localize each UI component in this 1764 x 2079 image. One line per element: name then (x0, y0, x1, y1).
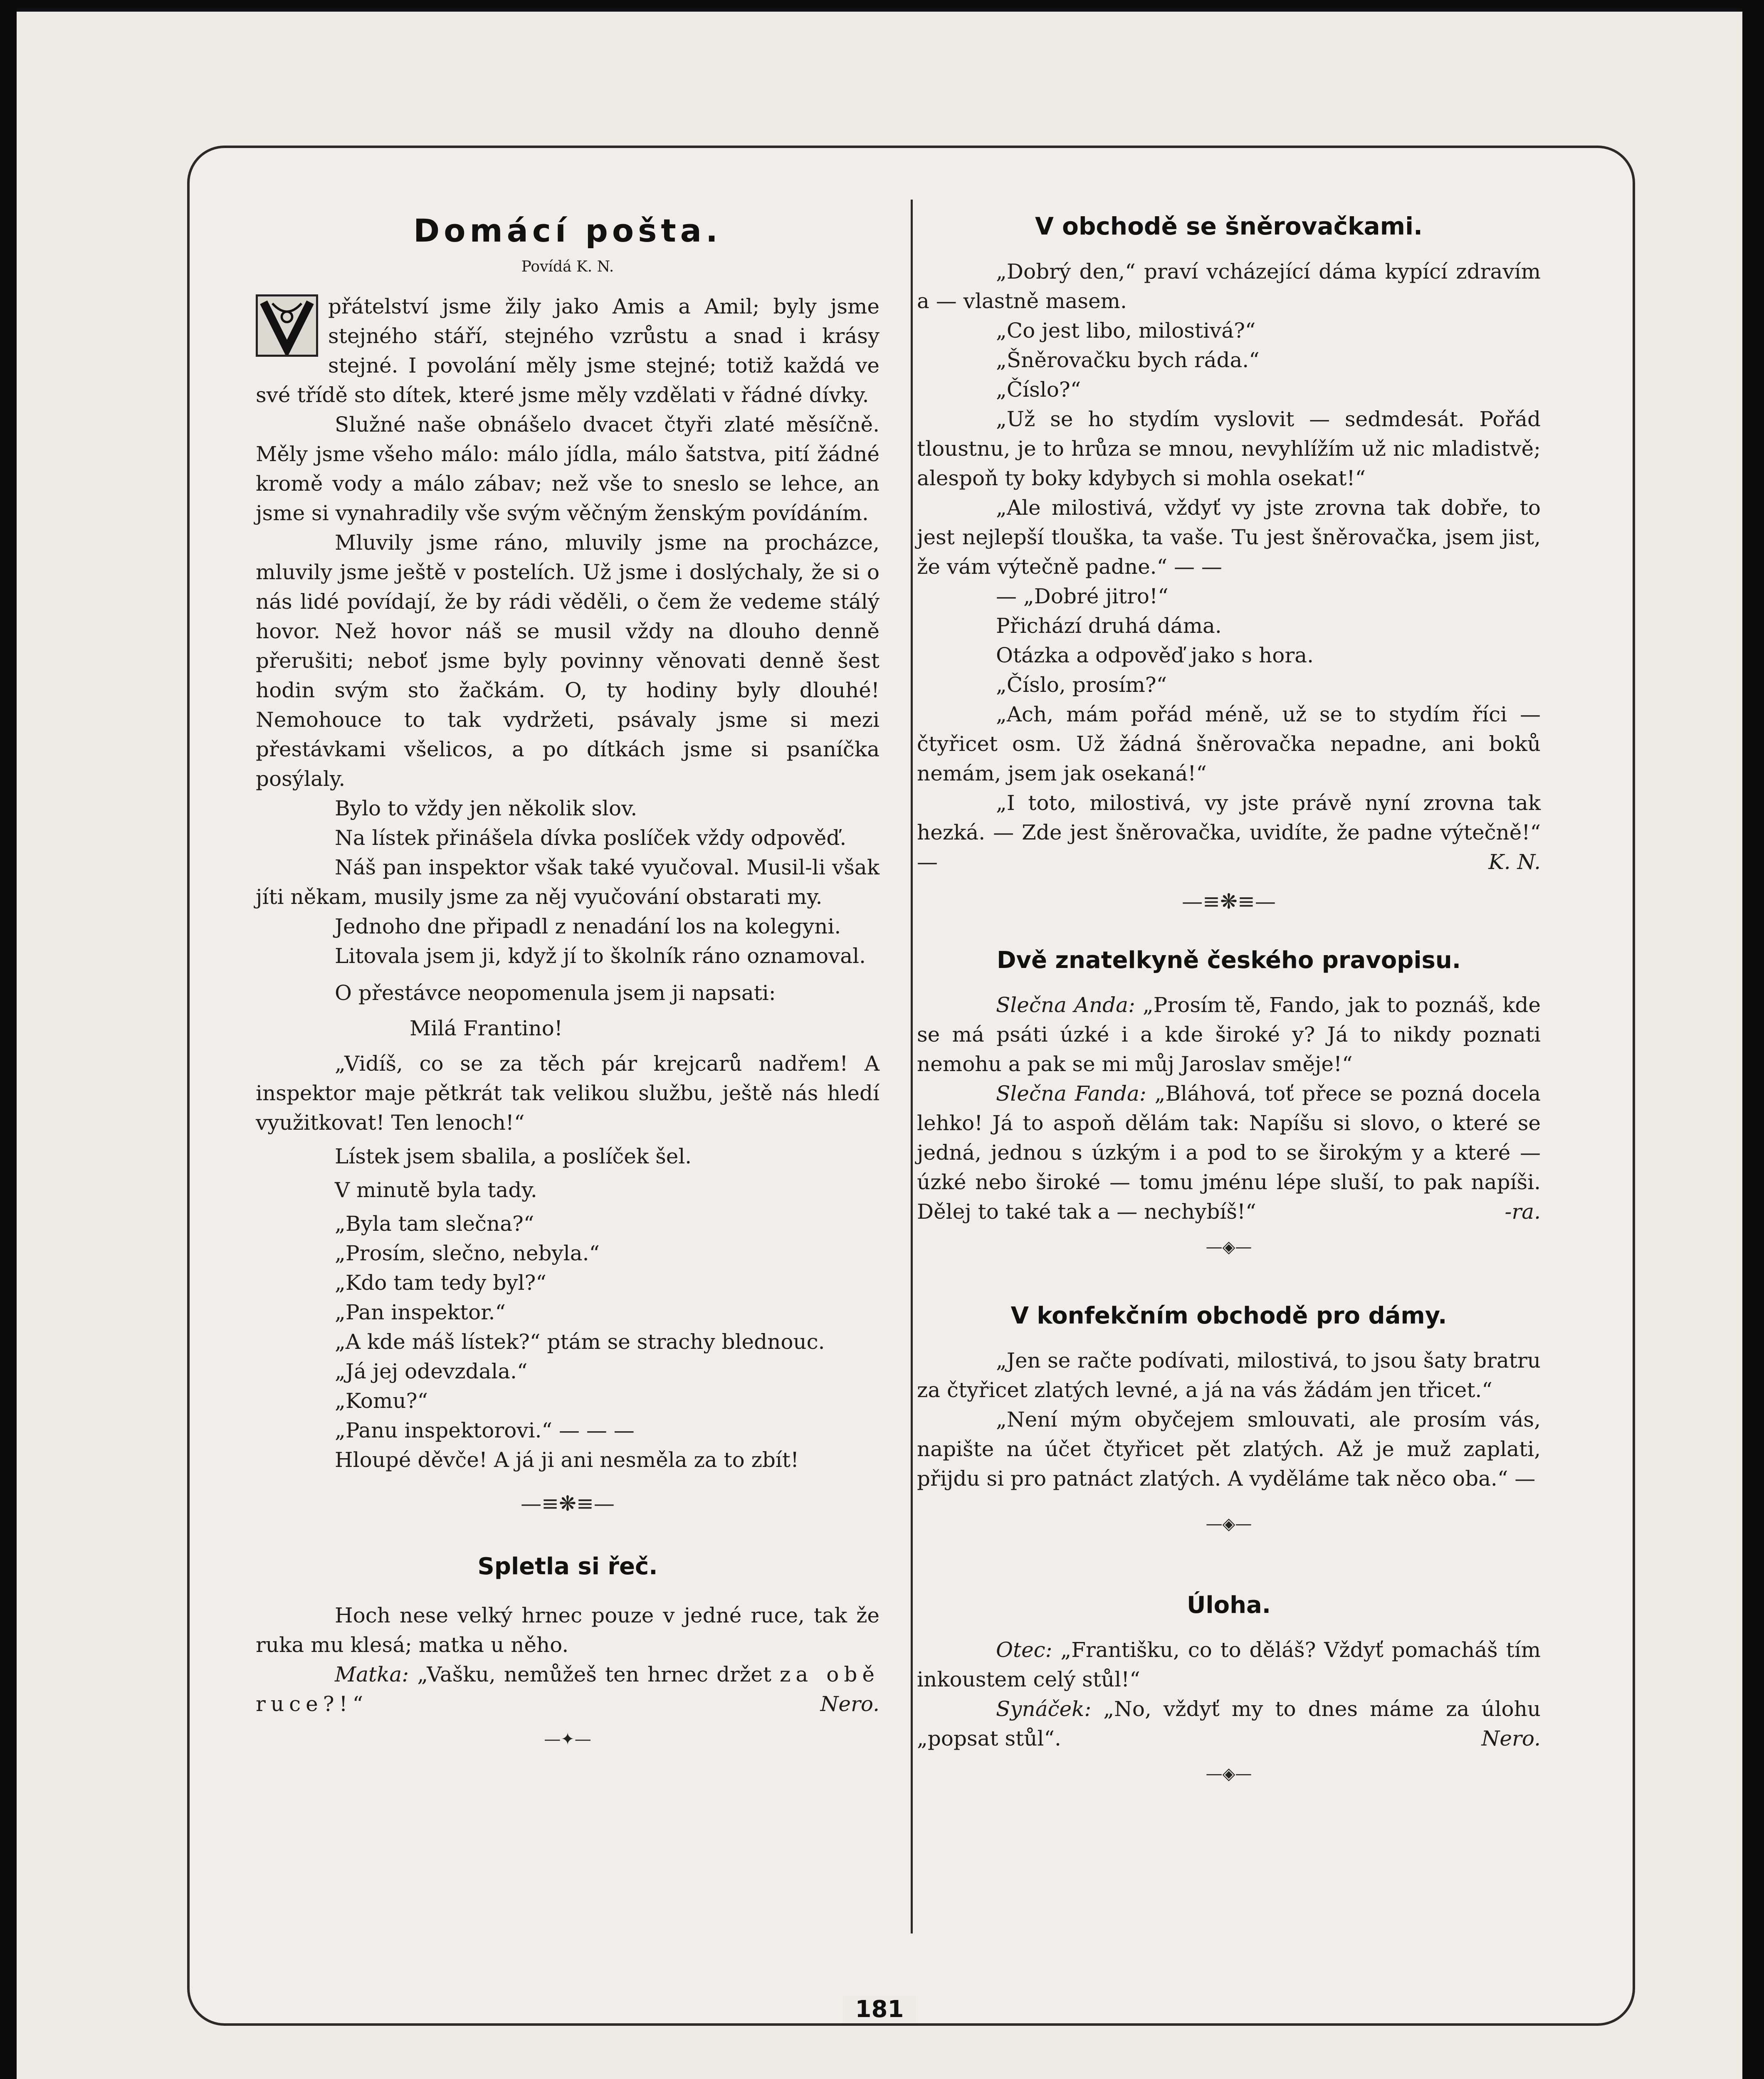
dialogue-line: — „Dobré jitro!“ (996, 584, 1169, 608)
dialogue-line: „Dobrý den,“ praví vcházející dáma kypící zdravím a — vlastně masem. (917, 259, 1541, 313)
paragraph: Jednoho dne připadl z nenadání los na kolegyni. (335, 914, 841, 938)
paragraph: O přestávce neopomenula jsem ji napsati: (335, 981, 776, 1005)
paragraph: Mluvily jsme ráno, mluvily jsme na procházce, mluvily jsme ještě v postelích. Už jsme i doslýchaly, že si o nás lidé povídají, že by rádi věděli, o čem že vedeme stálý hovor. Než hovor náš se musil vždy na dlouho denně přerušiti; neboť jsme byly povinny věnovati denně šest hodin svým sto žačkám. O, ty hodiny byly dlouhé! Nemohouce to tak vydržeti, psávaly jsme si mezi přestávkami všelicos, a po dítkách jsme si psaníčka posýlaly. (256, 531, 880, 791)
dialogue-line: Přichází druhá dáma. (996, 614, 1222, 638)
left-column (256, 212, 880, 1771)
letter-body: „Vidíš, co se za těch pár krejcarů nadřem! A inspektor maje pětkrát tak velikou službu, ještě nás hledí využitkovat! Ten lenoch!“ (256, 1052, 880, 1135)
dialogue-text: „No, vždyť my to dnes máme za úlohu „popsat stůl“. (917, 1697, 1541, 1751)
dialogue-line: „Panu inspektorovi.“ — — — (335, 1418, 635, 1442)
dialogue-line: „Kdo tam tedy byl?“ (335, 1271, 546, 1295)
paragraph: Služné naše obnášelo dvacet čtyři zlaté měsíčně. Měly jsme všeho málo: málo jídla, málo šatstva, pití žádné kromě vody a málo zábav; než vše to sneslo se lehce, an jsme si vynahradily vše svým věčným ženským povídáním. (256, 412, 880, 525)
speaker-label: Slečna Anda: (996, 993, 1135, 1017)
ornament-small: —◈— (1206, 1764, 1252, 1783)
dialogue-line: „Co jest libo, milostivá?“ (996, 319, 1256, 343)
dialogue-line (917, 1694, 1541, 1753)
page-number (17, 1996, 1742, 2023)
dialogue-line: „Šněrovačku bych ráda.“ (996, 348, 1260, 372)
speaker-label: Matka: (335, 1662, 409, 1686)
dialogue-text: „Bláhová, toť přece se pozná docela lehko! Já to aspoň dělám tak: Napíšu si slovo, o které se jedná, jednou s úzkým i a pod to se širokým y a které — úzké nebo široké — tomu jménu lépe sluší, to pak napíši. Dělej to také tak a — nechybíš!“ (917, 1081, 1541, 1224)
story-title-spletla: Spletla si řeč. (477, 1553, 658, 1580)
speaker-label: Otec: (996, 1638, 1052, 1662)
dialogue-line: Otázka a odpověď jako s hora. (996, 643, 1314, 667)
dialogue-line (917, 788, 1541, 877)
dialogue-line: „Komu?“ (335, 1389, 428, 1413)
speaker-label: Synáček: (996, 1697, 1092, 1721)
dialogue-line (917, 990, 1541, 1079)
paragraph: Hoch nese velký hrnec pouze v jedné ruce, tak že ruka mu klesá; matka u něho. (256, 1603, 880, 1657)
dialogue-line: „Není mým obyčejem smlouvati, ale prosím vás, napište na účet čtyřicet pět zlatých. Až je muž zaplati, přijdu si pro patnáct zlatých. A vyděláme tak něco oba.“ — (917, 1407, 1541, 1491)
closing-line: Hloupé děvče! A já ji ani nesměla za to zbít! (335, 1448, 799, 1472)
dialogue-line: „Byla tam slečna?“ (335, 1212, 534, 1236)
paragraph: Bylo to vždy jen několik slov. (335, 796, 637, 820)
spaced-text: za obě ruce?!“ (256, 1662, 880, 1716)
story-title-domaci-posta: Domácí pošta. (413, 212, 722, 249)
dialogue-line: „Prosím, slečno, nebyla.“ (335, 1241, 600, 1265)
intro-paragraph (256, 292, 880, 410)
paragraph: V minutě byla tady. (335, 1178, 537, 1202)
signature: Nero. (1481, 1726, 1541, 1751)
drop-cap-letter: V (258, 296, 259, 297)
dialogue-line (256, 1660, 880, 1719)
ornament-divider: —≡❋≡— (1182, 889, 1276, 914)
intro-text: přátelství jsme žily jako Amis a Amil; byly jsme stejného stáří, stejného vzrůstu a snad i krásy stejné. I povolání měly jsme stejné; totiž každá ve své třídě sto dítek, které jsme měly vzdělati v řádné dívky. (256, 294, 880, 407)
column-divider (911, 200, 913, 1933)
drop-cap-v (256, 294, 318, 357)
story-title-pravopis: Dvě znatelkyně českého pravopisu. (996, 947, 1461, 974)
signature: -ra. (1505, 1200, 1541, 1224)
dialogue-text: „I toto, milostivá, vy jste právě nyní zrovna tak hezká. — Zde jest šněrovačka, uvidíte, že padne výtečně!“ — (917, 791, 1541, 874)
quote-text: „Vašku, nemůžeš ten hrnec držet (417, 1662, 780, 1686)
dialogue-line: „Pan inspektor.“ (335, 1300, 506, 1324)
paragraph: Na lístek přinášela dívka poslíček vždy odpověď. (335, 826, 847, 850)
story-title-konfekce: V konfekčním obchodě pro dámy. (1010, 1302, 1447, 1329)
dialogue-line: „Ach, mám pořád méně, už se to stydím říci — čtyřicet osm. Už žádná šněrovačka nepadne, ani boků nemám, jsem jak osekaná!“ (917, 702, 1541, 785)
speaker-label: Slečna Fanda: (996, 1081, 1146, 1106)
ornate-initial-icon (258, 296, 316, 355)
ornament-small: —◈— (1206, 1237, 1252, 1257)
dialogue-line (917, 1079, 1541, 1227)
dialogue-line: „Ale milostivá, vždyť vy jste zrovna tak dobře, to jest nejlepší tlouška, ta vaše. Tu jest šněrovačka, jsem jist, že vám výtečně padne.“ — — (917, 496, 1541, 579)
dialogue-line: „Jen se račte podívati, milostivá, to jsou šaty bratru za čtyřicet zlatých levné, a já na vás žádám jen třicet.“ (917, 1348, 1541, 1402)
ornament-small: —✦— (544, 1730, 591, 1749)
dialogue-line: „Číslo?“ (996, 378, 1081, 402)
page-sheet (17, 8, 1742, 2079)
story-title-snerovacky: V obchodě se šněrovačkami. (1035, 212, 1423, 240)
scan-edge-top (17, 8, 1742, 12)
letter-salutation: Milá Frantino! (410, 1016, 563, 1040)
dialogue-line: „Já jej odevzdala.“ (335, 1359, 528, 1383)
dialogue-text: „Prosím tě, Fando, jak to poznáš, kde se má psáti úzké i a kde široké y? Já to nikdy poznati nemohu a pak se mi můj Jaroslav směje!“ (917, 993, 1541, 1076)
signature: K. N. (1488, 850, 1541, 874)
dialogue-line: „Už se ho stydím vyslovit — sedmdesát. Pořád tloustnu, je to hrůza se mnou, nevyhlížím už nic mladistvě; alespoň ty boky kdybych si mohla osekat!“ (917, 407, 1541, 490)
right-column (917, 212, 1541, 1806)
dialogue-text: „Františku, co to děláš? Vždyť pomacháš tím inkoustem celý stůl!“ (917, 1638, 1541, 1691)
dialogue-line: „Číslo, prosím?“ (996, 673, 1167, 697)
ornament-small: —◈— (1206, 1514, 1252, 1533)
page-number-text: 181 (843, 1996, 917, 2023)
dialogue-line (917, 1635, 1541, 1694)
byline: Povídá K. N. (521, 258, 614, 275)
paragraph: Lístek jsem sbalila, a poslíček šel. (335, 1144, 692, 1168)
dialogue-line: „A kde máš lístek?“ ptám se strachy blednouc. (335, 1330, 825, 1354)
paragraph: Litovala jsem ji, když jí to školník ráno oznamoval. (335, 944, 866, 968)
ornament-divider: —≡❋≡— (521, 1491, 615, 1516)
signature: Nero. (820, 1692, 880, 1716)
paragraph: Náš pan inspektor však také vyučoval. Musil-li však jíti někam, musily jsme za něj vyučování obstarati my. (256, 855, 880, 909)
story-title-uloha: Úloha. (1186, 1592, 1271, 1619)
